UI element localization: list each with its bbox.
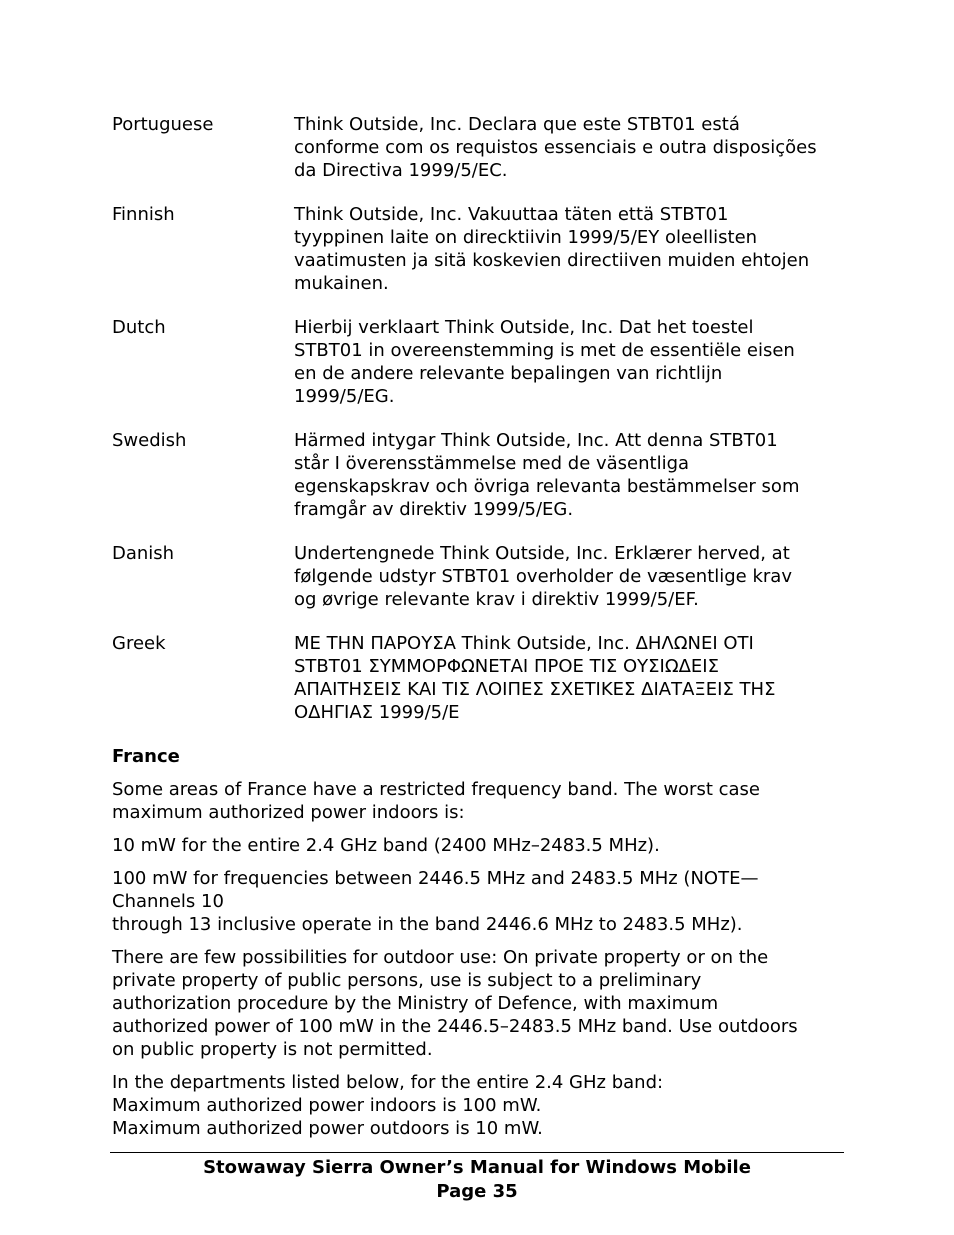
declaration-line: 1999/5/EG. xyxy=(294,386,395,407)
declaration-row xyxy=(112,113,844,182)
declaration-language: Danish xyxy=(112,543,175,564)
declaration-text xyxy=(294,203,844,295)
france-paragraph xyxy=(112,1071,844,1140)
paragraph-line: authorized power of 100 mW in the 2446.5–2483.5 MHz band. Use outdoors xyxy=(112,1016,798,1037)
paragraph-line: 10 mW for the entire 2.4 GHz band (2400 MHz–2483.5 MHz). xyxy=(112,835,660,856)
declaration-row xyxy=(112,429,844,521)
declaration-line: mukainen. xyxy=(294,273,389,294)
declaration-line: ΑΠΑΙΤΗΣΕΙΣ ΚΑΙ ΤΙΣ ΛΟΙΠΕΣ ΣΧΕΤΙΚΕΣ ΔΙΑΤΑΞΕΙΣ ΤΗΣ xyxy=(294,679,776,700)
declaration-line: conforme com os requistos essenciais e outra disposições xyxy=(294,137,817,158)
declaration-line: og øvrige relevante krav i direktiv 1999/5/EF. xyxy=(294,589,699,610)
declaration-language: Portuguese xyxy=(112,114,214,135)
declaration-language: Greek xyxy=(112,633,166,654)
france-paragraph xyxy=(112,778,844,824)
france-body xyxy=(112,778,844,1140)
paragraph-line: In the departments listed below, for the entire 2.4 GHz band: xyxy=(112,1072,664,1093)
declaration-line: tyyppinen laite on direcktiivin 1999/5/EY oleellisten xyxy=(294,227,758,248)
paragraph-line: Maximum authorized power outdoors is 10 mW. xyxy=(112,1118,543,1139)
declaration-table xyxy=(112,113,844,724)
declaration-text xyxy=(294,632,844,724)
paragraph-line: on public property is not permitted. xyxy=(112,1039,433,1060)
footer-title: Stowaway Sierra Owner’s Manual for Windows Mobile xyxy=(203,1157,751,1178)
declaration-line: STBT01 ΣΥΜΜΟΡΦΩΝΕΤΑΙ ΠΡΟΕ ΤΙΣ ΟΥΣΙΩΔΕΙΣ xyxy=(294,656,719,677)
paragraph-line: authorization procedure by the Ministry of Defence, with maximum xyxy=(112,993,719,1014)
declaration-row xyxy=(112,542,844,611)
paragraph-line: Channels 10 xyxy=(112,891,224,912)
page-content xyxy=(112,113,844,1150)
declaration-row xyxy=(112,316,844,408)
declaration-text xyxy=(294,113,844,182)
paragraph-line: Maximum authorized power indoors is 100 mW. xyxy=(112,1095,542,1116)
declaration-line: da Directiva 1999/5/EC. xyxy=(294,160,508,181)
declaration-line: en de andere relevante bepalingen van richtlijn xyxy=(294,363,723,384)
declaration-line: framgår av direktiv 1999/5/EG. xyxy=(294,499,574,520)
footer-page-number: Page 35 xyxy=(436,1181,518,1202)
paragraph-line: 100 mW for frequencies between 2446.5 MHz and 2483.5 MHz (NOTE— xyxy=(112,868,759,889)
declaration-text xyxy=(294,542,844,611)
declaration-language: Dutch xyxy=(112,317,166,338)
france-paragraph xyxy=(112,834,844,857)
declaration-line: Undertengnede Think Outside, Inc. Erklærer herved, at xyxy=(294,543,790,564)
paragraph-line: Some areas of France have a restricted frequency band. The worst case xyxy=(112,779,760,800)
declaration-text xyxy=(294,316,844,408)
declaration-line: Think Outside, Inc. Declara que este STBT01 está xyxy=(294,114,740,135)
declaration-language: Finnish xyxy=(112,204,175,225)
declaration-line: egenskapskrav och övriga relevanta bestämmelser som xyxy=(294,476,800,497)
declaration-row xyxy=(112,632,844,724)
declaration-line: ΜΕ ΤΗΝ ΠΑΡΟΥΣΑ Think Outside, Inc. ΔΗΛΩΝΕΙ ΟΤΙ xyxy=(294,633,754,654)
declaration-line: følgende udstyr STBT01 overholder de væsentlige krav xyxy=(294,566,792,587)
paragraph-line: through 13 inclusive operate in the band 2446.6 MHz to 2483.5 MHz). xyxy=(112,914,743,935)
france-paragraph xyxy=(112,946,844,1061)
declaration-line: Hierbij verklaart Think Outside, Inc. Dat het toestel xyxy=(294,317,754,338)
france-heading: France xyxy=(112,746,180,767)
paragraph-line: There are few possibilities for outdoor use: On private property or on the xyxy=(112,947,769,968)
declaration-line: Think Outside, Inc. Vakuuttaa täten että STBT01 xyxy=(294,204,729,225)
paragraph-line: private property of public persons, use is subject to a preliminary xyxy=(112,970,702,991)
declaration-line: STBT01 in overeenstemming is met de essentiële eisen xyxy=(294,340,795,361)
declaration-language: Swedish xyxy=(112,430,187,451)
declaration-line: Härmed intygar Think Outside, Inc. Att denna STBT01 xyxy=(294,430,778,451)
france-paragraph xyxy=(112,867,844,936)
declaration-line: vaatimusten ja sitä koskevien directiiven muiden ehtojen xyxy=(294,250,810,271)
declaration-line: står I överensstämmelse med de väsentliga xyxy=(294,453,690,474)
declaration-row xyxy=(112,203,844,295)
page-footer xyxy=(110,1152,844,1204)
declaration-text xyxy=(294,429,844,521)
declaration-line: ΟΔΗΓΙΑΣ 1999/5/Ε xyxy=(294,702,460,723)
paragraph-line: maximum authorized power indoors is: xyxy=(112,802,465,823)
